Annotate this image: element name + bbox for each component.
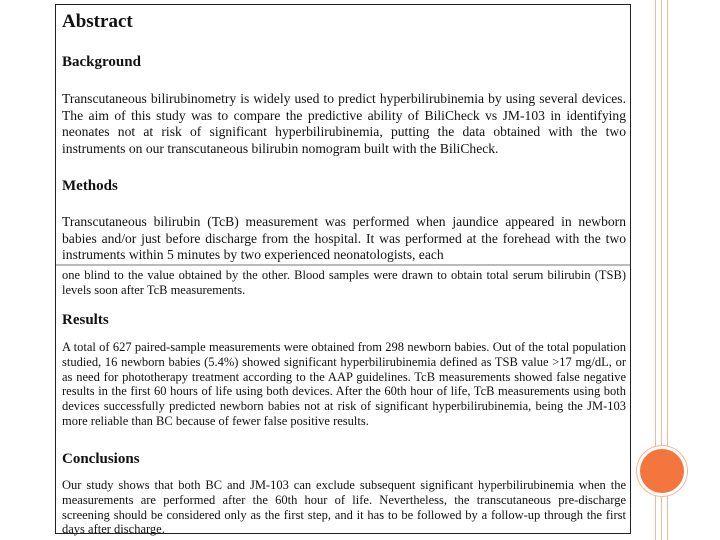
abstract-title: Abstract — [62, 11, 133, 32]
decorative-circle — [640, 449, 684, 493]
heading-conclusions: Conclusions — [62, 451, 140, 467]
heading-methods: Methods — [62, 178, 118, 194]
paragraph-background: Transcutaneous bilirubinometry is widely used to predict hyperbilirubinemia by using several devices. The aim of this study was to compare the predictive ability of BiliCheck vs JM-103 in identifying neonates not at risk of significant hyperbilirubinemia, putting the data obtained with the two instruments on our transcutaneous bilirubin nomogram built with the BiliCheck. — [62, 91, 626, 156]
paragraph-results: A total of 627 paired-sample measurements were obtained from 298 newborn babies. Out of the total population studied, 16 newborn babies (5.4%) showed significant hyperbilirubinemia defined as TSB value >17 mg/dL, or as need for phototherapy treatment according to the AAP guidelines. TcB measurements showed false negative results in the first 60 hours of life using both devices. After the 60th hour of life, TcB measurements using both devices successfully predicted newborn babies not at risk of significant hyperbilirubinemia, being the JM-103 more reliable than BC because of fewer false positive results. — [62, 340, 626, 428]
heading-background: Background — [62, 54, 141, 70]
scan-seam — [56, 264, 630, 266]
paragraph-conclusions: Our study shows that both BC and JM-103 can exclude subsequent significant hyperbilirubinemia when the measurements are performed after the 60th hour of life. Nevertheless, the transcutaneous pre-discharge screening should be considered only as the first step, and it has to be followed by a follow-up through the first days after discharge. — [62, 478, 626, 537]
heading-results: Results — [62, 312, 109, 328]
paragraph-methods-part1: Transcutaneous bilirubin (TcB) measurement was performed when jaundice appeared in newborn babies and/or just before discharge from the hospital. It was performed at the forehead with the two instruments within 5 minutes by two experienced neonatologists, each — [62, 214, 626, 262]
abstract-image — [55, 4, 631, 537]
paragraph-methods-part2: one blind to the value obtained by the other. Blood samples were drawn to obtain total serum bilirubin (TSB) levels soon after TcB measurements. — [62, 268, 626, 297]
